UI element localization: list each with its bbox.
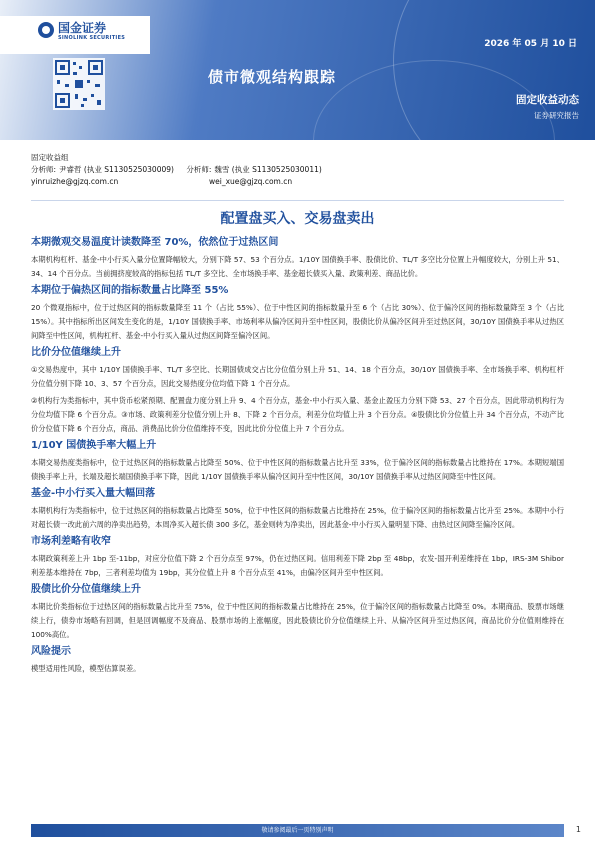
section: [31, 645, 564, 676]
section-heading: 1/10Y 国债换手率大幅上升: [31, 440, 157, 451]
section: [31, 284, 564, 343]
section: [31, 346, 564, 436]
analyst-label: 分析师:: [186, 165, 212, 174]
company-logo-icon: [38, 22, 54, 38]
divider: [31, 200, 564, 201]
analyst-category: 固定收益组: [31, 153, 69, 162]
analyst-name: 尹睿哲 (执业 S1130525030009): [59, 165, 174, 174]
section: [31, 583, 564, 642]
section-paragraph: 本期政策利差上升 1bp 至-11bp，对应分位值下降 2 个百分点至 97%，仍在过热区间。信用利差下降 2bp 至 48bp，农发-国开利差维持在 1bp，IRS-3M Shibor 利差基本维持在 7bp，三者利差均值为 19bp，其分位值上升 8 个百分点至 41%，由偏冷区间升至中性区间。: [31, 554, 564, 577]
company-name: 国金证券: [58, 21, 107, 35]
section-paragraph: 20 个微观指标中，位于过热区间的指标数量降至 11 个（占比 55%）、位于中性区间的指标数量升至 6 个（占比 30%）、位于偏冷区间的指标数量降至 3 个（占比 15%）。其中指标所出区间发生变化的是，1/10Y 国债换手率、市场利率从偏冷区间升至中性区间，股债比价从偏冷区间升至过热区间，30/10Y 国债换手率从过热区间降至中性区间，机构杠杆、基金-中小行买入量从过热区间降至偏冷区间。: [31, 303, 564, 340]
report-banner: [0, 0, 595, 140]
report-date: 2026 年 05 月 10 日: [484, 39, 577, 49]
section-heading: 基金-中小行买入量大幅回落: [31, 488, 156, 499]
analyst-label: 分析师:: [31, 165, 57, 174]
section-paragraph: 本期机构杠杆、基金-中小行买入量分位置降幅较大，分别下降 57、53 个百分点。1/10Y 国债换手率、股债比价、TL/T 多空比分位置上升幅度较大，分别上升 51、34、14 个百分点。当前拥挤度较高的指标包括 TL/T 多空比、全市场换手率、基金超长债买入量、政策利差、商品比价。: [31, 255, 564, 278]
section: [31, 236, 564, 281]
section-paragraph: 本期交易热度类指标中，位于过热区间的指标数量占比降至 50%、位于中性区间的指标数量占比升至 33%，位于偏冷区间的指标数量占比维持在 17%。本期短端国债换手率上升，长端及超长端国债换手率下降，因此 1/10Y 国债换手率从偏冷区间升至中性区间，30/10Y 国债换手率从过热区间降至中性区间。: [31, 458, 564, 481]
section-heading: 本期微观交易温度计读数降至 70%，依然位于过热区间: [31, 237, 279, 248]
report-title: 债市微观结构跟踪: [208, 68, 337, 86]
footer-disclaimer[interactable]: 敬请参阅最后一页特别声明: [261, 827, 334, 834]
section-paragraph: ②机构行为类指标中，其中货币松紧预期、配置盘力度分别上升 9、4 个百分点，基金-中小行买入量、基金止盈压力分别下降 53、27 个百分点，因此带动机构行为分位均值下降 6 个百分点。③市场、政策利差分位值分别上升 8、下降 2 个百分点，利差分位均值上升 3 个百分点。④股债比价分位值上升 34 个百分点，不动产比价分位值下降 6 个百分点，商品、消费品比价分位值维持不变，因此比价分位值上升 7 个百分点。: [31, 396, 564, 433]
analyst-email[interactable]: yinruizhe@gjzq.com.cn: [31, 177, 119, 186]
report-subtype: 证券研究报告: [534, 111, 579, 120]
section-paragraph: 本期比价类指标位于过热区间的指标数量占比升至 75%，位于中性区间的指标数量占比维持在 25%，位于偏冷区间的指标数量占比降至 0%。本期商品、股票市场继续上行，债券市场略有回调，但是回调幅度不及商品、股票市场的上涨幅度，因此股债比价分位值继续上升、从偏冷区间升至过热区间，商品比价分位值则维持在 100%高位。: [31, 602, 564, 639]
section-paragraph: 本期机构行为类指标中，位于过热区间的指标数量占比降至 50%，位于中性区间的指标数量占比维持在 25%，位于偏冷区间的指标数量占比升至 25%。本期中小行对超长债一改此前六周的净卖出趋势，本周净买入超长债 300 多亿，基金则转为净卖出，因此基金-中小行买入量明显下降、由热过区间降至偏冷区间。: [31, 506, 564, 529]
section: [31, 487, 564, 532]
footer-band: [31, 824, 564, 837]
section-heading: 本期位于偏热区间的指标数量占比降至 55%: [31, 285, 229, 296]
qr-code-icon: [53, 58, 105, 110]
page-number: 1: [575, 825, 581, 834]
analyst-emails: [31, 176, 322, 188]
section-heading: 股债比价分位值继续上升: [31, 584, 141, 595]
section: [31, 439, 564, 484]
analyst-names: [31, 164, 322, 176]
section-paragraph: 模型适用性风险，模型估算误差。: [31, 664, 141, 673]
company-name-en: SINOLINK SECURITIES: [58, 35, 126, 41]
section-heading: 市场利差略有收窄: [31, 536, 111, 547]
main-title: 配置盘买入、交易盘卖出: [220, 211, 375, 227]
section-heading: 比价分位值继续上升: [31, 347, 121, 358]
section-paragraph: ①交易热度中，其中 1/10Y 国债换手率、TL/T 多空比、长期国债成交占比分位值分别上升 51、14、18 个百分点，30/10Y 国债换手率、全市场换手率、机构杠杆分位值分别下降 10、3、57 个百分点，因此交易热度分位均值下降 1 个百分点。: [31, 365, 564, 388]
report-body: [31, 234, 564, 679]
report-type: 固定收益动态: [516, 94, 579, 106]
analyst-email[interactable]: wei_xue@gjzq.com.cn: [209, 177, 293, 186]
section: [31, 535, 564, 580]
analyst-block: [31, 152, 322, 188]
analyst-name: 魏雪 (执业 S1130525030011): [214, 165, 322, 174]
section-heading: 风险提示: [31, 646, 71, 657]
